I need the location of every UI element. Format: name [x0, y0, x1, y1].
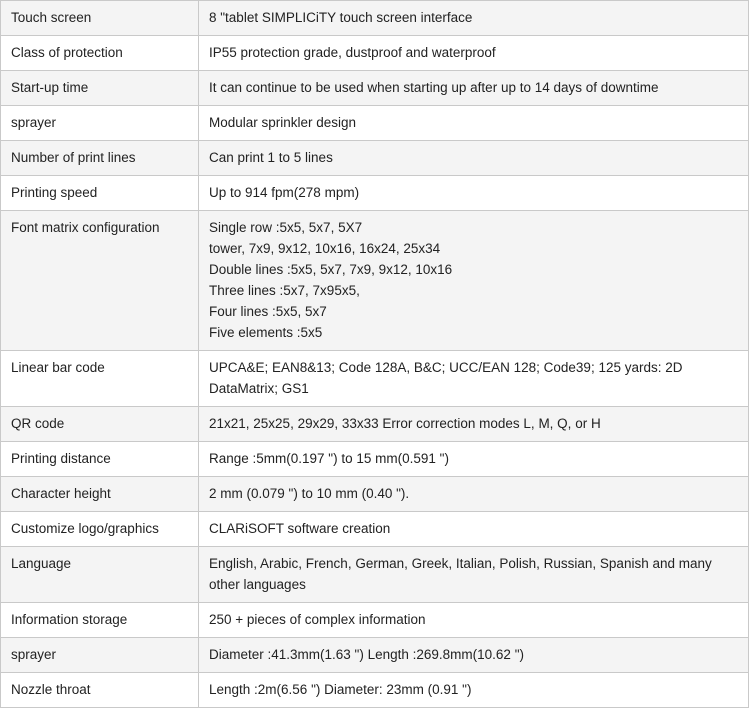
value-line: Three lines :5x7, 7x95x5,: [209, 283, 360, 298]
row-value: [199, 106, 749, 141]
table-row: [1, 211, 749, 351]
row-value: [199, 477, 749, 512]
table-row: [1, 1, 749, 36]
row-label: Touch screen: [1, 1, 199, 36]
row-label: sprayer: [1, 638, 199, 673]
row-label: QR code: [1, 407, 199, 442]
row-value: [199, 71, 749, 106]
table-row: [1, 442, 749, 477]
value-line: Can print 1 to 5 lines: [209, 150, 333, 165]
value-line: Range :5mm(0.197 ") to 15 mm(0.591 "): [209, 451, 449, 466]
row-label: Number of print lines: [1, 141, 199, 176]
row-value: [199, 351, 749, 407]
value-line: It can continue to be used when starting up after up to 14 days of downtime: [209, 80, 659, 95]
row-value: [199, 547, 749, 603]
value-line: Diameter :41.3mm(1.63 ") Length :269.8mm(10.62 "): [209, 647, 524, 662]
row-value: [199, 673, 749, 708]
value-line: 2 mm (0.079 ") to 10 mm (0.40 ").: [209, 486, 410, 501]
row-label: Font matrix configuration: [1, 211, 199, 351]
value-line: Five elements :5x5: [209, 325, 323, 340]
row-value: [199, 36, 749, 71]
value-line: Length :2m(6.56 ") Diameter: 23mm (0.91 "): [209, 682, 472, 697]
row-label: Linear bar code: [1, 351, 199, 407]
table-row: [1, 638, 749, 673]
table-row: [1, 36, 749, 71]
value-line: Modular sprinkler design: [209, 115, 357, 130]
value-line: Single row :5x5, 5x7, 5X7: [209, 220, 363, 235]
value-line: IP55 protection grade, dustproof and waterproof: [209, 45, 496, 60]
row-value: [199, 512, 749, 547]
row-value: [199, 1, 749, 36]
table-row: [1, 71, 749, 106]
table-row: [1, 351, 749, 407]
row-label: Character height: [1, 477, 199, 512]
row-label: Printing distance: [1, 442, 199, 477]
row-value: [199, 141, 749, 176]
table-row: [1, 603, 749, 638]
row-label: Language: [1, 547, 199, 603]
row-label: Printing speed: [1, 176, 199, 211]
value-line: tower, 7x9, 9x12, 10x16, 16x24, 25x34: [209, 241, 441, 256]
row-value: [199, 176, 749, 211]
value-line: 8 "tablet SIMPLICiTY touch screen interface: [209, 10, 473, 25]
value-line: UPCA&E; EAN8&13; Code 128A, B&C; UCC/EAN 128; Code39; 125 yards: 2D DataMatrix; GS1: [209, 360, 683, 396]
row-value: [199, 407, 749, 442]
value-line: 21x21, 25x25, 29x29, 33x33 Error correction modes L, M, Q, or H: [209, 416, 601, 431]
table-row: [1, 673, 749, 708]
table-row: [1, 407, 749, 442]
value-line: 250 + pieces of complex information: [209, 612, 426, 627]
row-label: Information storage: [1, 603, 199, 638]
row-value: [199, 211, 749, 351]
value-line: English, Arabic, French, German, Greek, Italian, Polish, Russian, Spanish and many other languages: [209, 556, 712, 592]
value-line: Double lines :5x5, 5x7, 7x9, 9x12, 10x16: [209, 262, 453, 277]
row-value: [199, 638, 749, 673]
row-label: Nozzle throat: [1, 673, 199, 708]
row-label: Customize logo/graphics: [1, 512, 199, 547]
value-line: CLARiSOFT software creation: [209, 521, 391, 536]
row-label: Class of protection: [1, 36, 199, 71]
table-row: [1, 176, 749, 211]
value-line: Four lines :5x5, 5x7: [209, 304, 327, 319]
table-row: [1, 547, 749, 603]
table-row: [1, 477, 749, 512]
table-row: [1, 512, 749, 547]
row-value: [199, 603, 749, 638]
row-label: sprayer: [1, 106, 199, 141]
row-label: Start-up time: [1, 71, 199, 106]
value-line: Up to 914 fpm(278 mpm): [209, 185, 360, 200]
table-row: [1, 141, 749, 176]
row-value: [199, 442, 749, 477]
table-row: [1, 106, 749, 141]
